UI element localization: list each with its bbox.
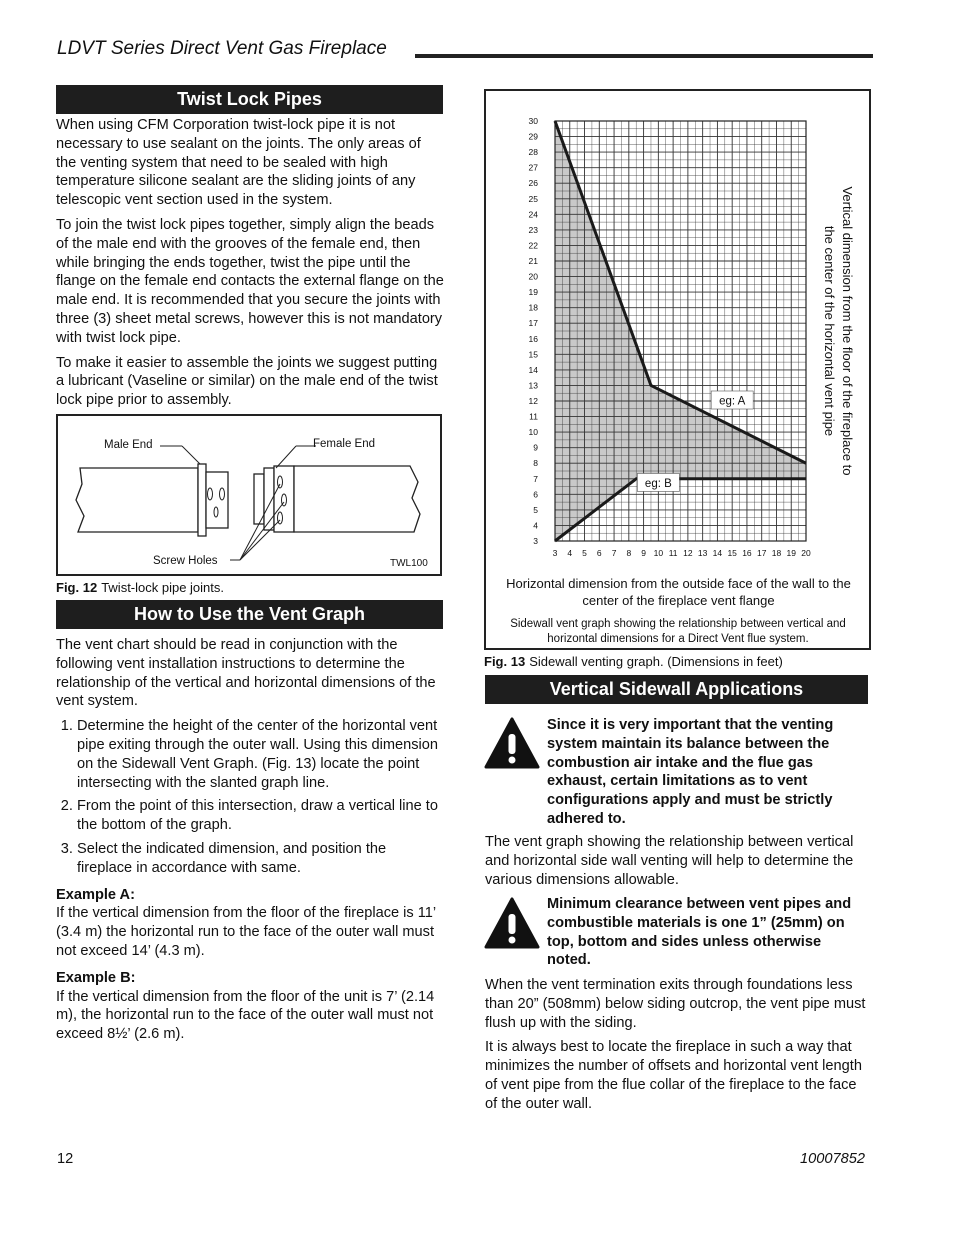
fig12-caption [56, 580, 224, 595]
figure-code: TWL100 [390, 558, 428, 569]
y-tick-label: 4 [533, 520, 538, 531]
twist-para-3: To make it easier to assemble the joints we suggest putting a lubricant (Vaseline or similar) on the male end of the twist lock pipe prior to assembly. [56, 354, 438, 409]
male-end-label: Male End [104, 439, 153, 451]
step-3: 3. Select the indicated dimension, and position the fireplace in accordance with same. [77, 840, 444, 878]
y-axis-label-wrap [816, 151, 860, 511]
y-tick-label: 19 [528, 287, 538, 298]
step-2: 2. From the point of this intersection, draw a vertical line to the bottom of the graph. [77, 797, 444, 835]
screw-holes-label: Screw Holes [153, 555, 218, 567]
example-a-label: eg: A [719, 395, 746, 408]
y-tick-label: 13 [528, 380, 538, 391]
step-1: 1. Determine the height of the center of the horizontal vent pipe exiting through the outer wall. Using this dimension on the Sidewall Vent Graph. (Fig. 13) locate the point intersecting with the slanted graph line. [77, 717, 444, 792]
y-tick-label: 16 [528, 333, 538, 344]
section-title-twist-lock: Twist Lock Pipes [56, 85, 443, 114]
how-to-text [56, 636, 444, 1050]
x-tick-label: 10 [653, 548, 664, 558]
y-tick-label: 17 [528, 318, 538, 329]
x-tick-label: 15 [727, 548, 737, 558]
y-tick-label: 28 [528, 147, 538, 158]
warning-text-clearance: Minimum clearance between vent pipes and combustible materials is one 1” (25mm) on top, bottom and sides unless otherwise noted. [547, 896, 852, 969]
x-tick-label: 18 [771, 548, 782, 558]
y-tick-label: 30 [528, 116, 538, 126]
header-rule [415, 54, 873, 58]
y-tick-label: 3 [533, 536, 538, 546]
page-header-title: LDVT Series Direct Vent Gas Fireplace [57, 38, 387, 59]
y-tick-label: 7 [533, 473, 538, 484]
y-tick-label: 6 [533, 489, 538, 500]
y-tick-label: 27 [528, 162, 538, 173]
y-tick-label: 8 [533, 458, 538, 469]
x-tick-label: 5 [582, 548, 587, 558]
x-tick-label: 6 [596, 548, 602, 558]
how-to-steps [56, 717, 444, 877]
fig12-diagram [56, 414, 442, 576]
x-tick-label: 7 [611, 548, 617, 558]
sidewall-vent-graph [486, 91, 869, 573]
section-title-how-to: How to Use the Vent Graph [56, 600, 443, 629]
y-tick-label: 22 [528, 240, 538, 251]
fig13-number: Fig. 13 [484, 654, 526, 669]
fig13-caption [484, 654, 783, 669]
y-tick-label: 29 [528, 131, 538, 142]
vertical-sidewall-para-2: When the vent termination exits through foundations less than 20” (508mm) below siding outcrop, the vent pipe must flush up with the siding. [485, 977, 866, 1031]
x-tick-label: 13 [697, 548, 708, 558]
warning-text-balance: Since it is very important that the venting system maintain its balance between the combustion air intake and the flue gas exhaust, certain limitations as to vent configurations apply and must be strictly adhered to. [547, 717, 834, 827]
x-tick-label: 4 [567, 548, 573, 558]
y-tick-label: 15 [528, 349, 538, 360]
fig13-caption-text: Sidewall venting graph. (Dimensions in feet) [529, 654, 783, 669]
x-tick-label: 8 [626, 548, 632, 558]
fig13-graph-frame [484, 89, 871, 650]
x-tick-label: 11 [668, 548, 678, 558]
page-number: 12 [57, 1151, 74, 1167]
x-tick-label: 19 [786, 548, 796, 558]
fig12-number: Fig. 12 [56, 580, 98, 595]
example-b-label: eg: B [644, 477, 672, 490]
example-a-text: If the vertical dimension from the floor of the fireplace is 11’ (3.4 m) the horizontal run to the face of the outer wall must not exceed 14’ (4.3 m). [56, 905, 436, 959]
vertical-sidewall-text [485, 976, 870, 1120]
example-a-title: Example A: [56, 886, 135, 903]
example-b-title: Example B: [56, 969, 136, 986]
y-tick-label: 20 [528, 271, 538, 282]
twist-lock-text [56, 116, 444, 416]
y-tick-label: 5 [533, 504, 538, 515]
y-tick-label: 25 [528, 193, 538, 204]
y-tick-label: 11 [529, 411, 538, 422]
x-tick-label: 14 [712, 548, 723, 558]
document-number: 10007852 [800, 1151, 865, 1167]
section-title-vertical-sidewall: Vertical Sidewall Applications [485, 675, 868, 704]
y-tick-label: 23 [528, 224, 538, 235]
y-tick-label: 10 [528, 427, 538, 438]
y-tick-label: 12 [528, 396, 538, 406]
warning-icon [484, 717, 540, 769]
x-tick-label: 16 [742, 548, 752, 558]
y-tick-label: 21 [528, 256, 538, 266]
vertical-sidewall-para-1: The vent graph showing the relationship between vertical and horizontal side wall venting will help to determine the various dimensions allowable. [485, 834, 854, 888]
y-tick-label: 26 [528, 178, 538, 189]
example-b-text: If the vertical dimension from the floor of the unit is 7’ (2.14 m), the horizontal run to the face of the outer wall must not exceed 8½’ (2.6 m). [56, 988, 435, 1043]
x-tick-label: 20 [801, 548, 811, 558]
graph-note: Sidewall vent graph showing the relationship between vertical and horizontal dimensions for a Direct Vent flue system. [510, 618, 846, 645]
twist-para-1: When using CFM Corporation twist-lock pipe it is not necessary to use sealant on the joints. The only areas of the venting system that need to be sealed with high temperature silicone sealant are the sliding joints of any telescopic vent section used in the system. [56, 117, 421, 209]
how-to-intro: The vent chart should be read in conjunction with the following vent installation instructions to determine the relationship of the vertical and horizontal dimensions of the vent system. [56, 637, 436, 710]
y-axis-label: Vertical dimension from the floor of the fireplace to the center of the horizontal vent pipe [822, 186, 855, 476]
female-end-label: Female End [313, 438, 376, 450]
y-tick-label: 9 [533, 442, 538, 453]
y-tick-label: 14 [528, 364, 538, 375]
twist-para-2: To join the twist lock pipes together, simply align the beads of the male end with the grooves of the female end, then while bringing the ends together, twist the pipe until the flange on the female end contacts the external flange on the male end. It is recommended that you secure the joints with three (3) sheet metal screws, however this is not mandatory with twist lock pipe. [56, 216, 444, 346]
y-tick-label: 24 [528, 209, 538, 220]
x-tick-label: 12 [683, 548, 693, 558]
x-tick-label: 9 [641, 548, 646, 558]
x-tick-label: 17 [756, 548, 767, 558]
fig12-caption-text: Twist-lock pipe joints. [101, 580, 225, 595]
vertical-sidewall-para-3: It is always best to locate the fireplace in such a way that minimizes the number of offsets and horizontal vent length of vent pipe from the flue collar of the fireplace to the face of the outer wall. [485, 1039, 862, 1112]
x-axis-label: Horizontal dimension from the outside face of the wall to the center of the fireplace vent flange [506, 576, 851, 608]
warning-icon [484, 897, 540, 949]
x-tick-label: 3 [552, 548, 558, 558]
y-tick-label: 18 [528, 302, 538, 313]
